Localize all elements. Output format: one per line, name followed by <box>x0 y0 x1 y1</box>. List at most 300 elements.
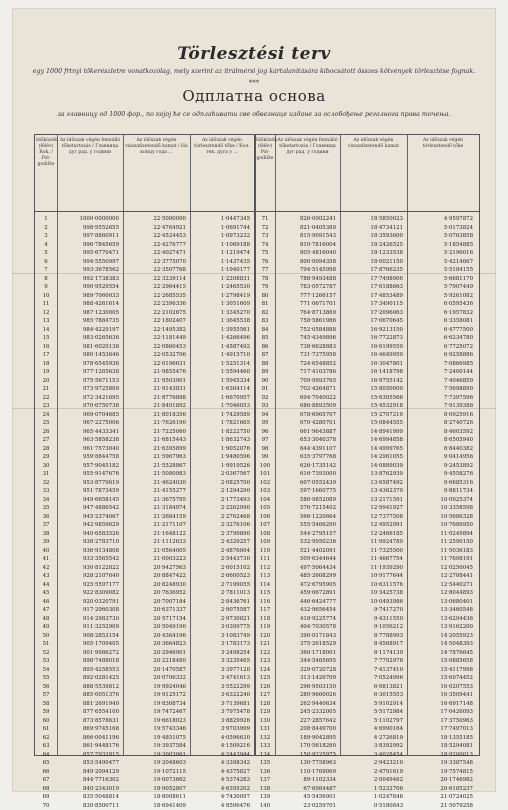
table-cell: 4·0596630 <box>192 734 250 743</box>
table-cell: 13·8762939 <box>342 470 403 479</box>
table-cell: 783·0572787 <box>277 283 336 292</box>
table-cell: 101 <box>256 470 274 479</box>
table-cell: 16·9755142 <box>342 377 403 386</box>
table-cell: 21·7225060 <box>125 428 186 437</box>
table-cell: 150·9225975 <box>277 751 336 760</box>
table-cell: 118 <box>256 615 274 624</box>
table-cell: 7 <box>36 266 56 275</box>
table-cell: 2·4791619 <box>342 768 403 777</box>
table-cell: 10·3425738 <box>342 589 403 598</box>
table-cell: 800·0094358 <box>277 258 336 267</box>
table-cell: 8 <box>36 275 56 284</box>
table-cell: 5·9102914 <box>342 700 403 709</box>
table-cell: 885·0051376 <box>59 691 119 700</box>
table-cell: 10·0925374 <box>409 496 473 505</box>
table-cell: 43 <box>36 572 56 581</box>
table-cell: 170·5618260 <box>277 742 336 751</box>
table-cell: 119 <box>256 623 274 632</box>
table-cell: 1·4587492 <box>192 343 250 352</box>
table-cell: 940·6583526 <box>59 530 119 539</box>
table-cell: 22·4524453 <box>125 232 186 241</box>
table-cell: 459·6672891 <box>277 589 336 598</box>
table-cell: 4·5374283 <box>192 776 250 785</box>
table-cell: 129 <box>256 708 274 717</box>
table-cell: 42 <box>36 564 56 573</box>
table-cell: 33 <box>36 487 56 496</box>
table-cell: 821·0405389 <box>277 224 336 233</box>
table-cell: 103 <box>256 487 274 496</box>
table-cell: 15·6974452 <box>409 674 473 683</box>
table-cell: 3·5522299 <box>192 683 250 692</box>
table-cell: 8·8440382 <box>409 445 473 454</box>
table-cell: 110·1769069 <box>277 768 336 777</box>
table-cell: 972·3421695 <box>59 394 119 403</box>
table-cell: 78 <box>256 275 274 284</box>
table-cell: 949·6658145 <box>59 496 119 505</box>
table-cell: 965·4433341 <box>59 428 119 437</box>
table-cell: 296·9503150 <box>277 683 336 692</box>
table-cell: 3·3977120 <box>192 666 250 675</box>
table-cell: 11·5036183 <box>409 547 473 556</box>
table-cell: 9·1056212 <box>342 623 403 632</box>
table-cell: 11·0249894 <box>409 530 473 539</box>
table-cell: 16·7722873 <box>342 334 403 343</box>
table-cell: 16·6199559 <box>342 343 403 352</box>
table-cell: 4 <box>36 241 56 250</box>
table-cell: 1·5594460 <box>192 368 250 377</box>
table-cell: 25 <box>36 419 56 428</box>
table-cell: 29 <box>36 453 56 462</box>
table-cell: 5·0763858 <box>409 232 473 241</box>
column-capital-2 <box>277 215 336 810</box>
table-cell: 132 <box>256 734 274 743</box>
table-cell: 5·1102797 <box>342 717 403 726</box>
subtitle-hungarian: egy 1000 frtnyi tőkerészletre vonatkozólag, mely szerint az ítrálmérsi jog kártalanítására kibocsátott összes kötvények törlesztése fognak. <box>20 68 488 75</box>
table-cell: 6·3358081 <box>409 317 473 326</box>
table-cell: 115 <box>256 589 274 598</box>
table-cell: 21·3675795 <box>125 496 186 505</box>
table-cell: 37 <box>36 521 56 530</box>
table-cell: 7·5698890 <box>409 385 473 394</box>
table-cell: 20·0706332 <box>125 674 186 683</box>
table-cell: 959·8844758 <box>59 453 119 462</box>
table-cell: 22·0860453 <box>125 343 186 352</box>
table-cell: 2 <box>36 224 56 233</box>
table-cell: 21·8018356 <box>125 411 186 420</box>
header-period-2: Időközök (félév) Pol- godište <box>256 138 274 162</box>
table-cell: 75 <box>256 249 274 258</box>
table-cell: 7·0866985 <box>409 360 473 369</box>
table-cell: 15·4532918 <box>342 402 403 411</box>
table-cell: 135 <box>256 759 274 768</box>
table-cell: 873·8578631 <box>59 717 119 726</box>
table-cell: 9·8811734 <box>409 487 473 496</box>
table-cell: 4·4375827 <box>192 768 250 777</box>
table-cell: 724·6548852 <box>277 360 336 369</box>
table-cell: 1·5945334 <box>192 377 250 386</box>
table-cell: 1·7429589 <box>192 411 250 420</box>
table-cell: 344·5465695 <box>277 657 336 666</box>
table-cell: 86 <box>256 343 274 352</box>
table-cell: 87 <box>256 351 274 360</box>
table-cell: 84 <box>256 326 274 335</box>
table-cell: 18·5850023 <box>342 215 403 224</box>
table-cell: 22·0532706 <box>125 351 186 360</box>
table-cell: 12 <box>36 309 56 318</box>
table-cell: 120 <box>256 632 274 641</box>
table-cell: 18·2426525 <box>342 241 403 250</box>
table-cell: 81 <box>256 300 274 309</box>
table-cell: 68 <box>36 785 56 794</box>
header-period: Időközök (félév) Rok. / Pol- godište <box>36 138 56 168</box>
table-cell: 130 <box>256 717 274 726</box>
table-cell: 53 <box>36 657 56 666</box>
table-cell: 99 <box>256 453 274 462</box>
table-cell: 22·2102675 <box>125 309 186 318</box>
table-cell: 107 <box>256 521 274 530</box>
table-cell: 98 <box>256 445 274 454</box>
table-cell: 8·1174139 <box>342 649 403 658</box>
table-cell: 18·4734121 <box>342 224 403 233</box>
table-cell: 13·0680401 <box>409 598 473 607</box>
table-cell: 990·9529554 <box>59 283 119 292</box>
table-cell: 908·2853154 <box>59 632 119 641</box>
table-cell: 104 <box>256 496 274 505</box>
table-cell: 82 <box>256 309 274 318</box>
table-cell: 702·4264871 <box>277 385 336 394</box>
table-cell: 686·8893509 <box>277 402 336 411</box>
table-cell: 12·2708441 <box>409 572 473 581</box>
table-cell: 137 <box>256 776 274 785</box>
table-cell: 102 <box>256 479 274 488</box>
table-cell: 20·2946901 <box>125 649 186 658</box>
table-cell: 111 <box>256 555 274 564</box>
table-cell: 74 <box>256 241 274 250</box>
subtitle-serbian: за главницу од 1000 фор., по којој ће се одплаћивати све обвезнице издане за ослобођење регалнога права точења. <box>20 111 488 118</box>
table-cell: 20·6185237 <box>409 785 473 794</box>
table-cell: 110 <box>256 547 274 556</box>
table-cell: 1·9480596 <box>192 453 250 462</box>
table-cell: 13·6294436 <box>409 615 473 624</box>
table-cell: 31 <box>36 470 56 479</box>
table-cell: 14·4999765 <box>342 445 403 454</box>
table-cell: 9 <box>36 283 56 292</box>
table-cell: 13·6587492 <box>342 479 403 488</box>
table-cell: 21·0003223 <box>125 555 186 564</box>
table-cell: 18·1233538 <box>342 249 403 258</box>
table-cell: 22·0196631 <box>125 360 186 369</box>
title-serbian: Одплатна основа <box>12 87 496 105</box>
table-cell: 8·0925916 <box>409 411 473 420</box>
table-cell: 22·1802407 <box>125 317 186 326</box>
table-cell: 17·2096063 <box>342 309 403 318</box>
table-cell: 139 <box>256 793 274 802</box>
table-cell: 136 <box>256 768 274 777</box>
table-cell: 360·1718001 <box>277 649 336 658</box>
table-cell: 2·0825700 <box>192 479 250 488</box>
table-cell: 21·4624030 <box>125 479 186 488</box>
table-cell: 65 <box>36 759 56 768</box>
table-cell: 2·4876004 <box>192 547 250 556</box>
table-cell: 5·7907449 <box>409 283 473 292</box>
table-cell: 15·6305566 <box>342 394 403 403</box>
table-cell: 3·4741613 <box>192 674 250 683</box>
table-cell: 857·7932815 <box>59 751 119 760</box>
table-cell: 66 <box>36 768 56 777</box>
table-cell: 905·1709405 <box>59 640 119 649</box>
table-cell: 1·4915710 <box>192 351 250 360</box>
table-cell: 1·1940177 <box>192 266 250 275</box>
table-cell: 127 <box>256 691 274 700</box>
table-cell: 2·6600523 <box>192 572 250 581</box>
table-cell: 5·5172984 <box>342 708 403 717</box>
table-cell: 51 <box>36 640 56 649</box>
table-cell: 18·9052807 <box>125 785 186 794</box>
table-cell: 22 <box>36 394 56 403</box>
table-cell: 73 <box>256 232 274 241</box>
table-cell: 12·2466185 <box>342 530 403 539</box>
table-cell: 992·1738383 <box>59 275 119 284</box>
table-cell: 21·3184974 <box>125 504 186 513</box>
table-cell: 9·2453892 <box>409 462 473 471</box>
table-cell: 892·0281425 <box>59 674 119 683</box>
table-cell: 1·8222750 <box>192 428 250 437</box>
table-cell: 738·6628883 <box>277 343 336 352</box>
table-cell: 917·2060308 <box>59 606 119 615</box>
table-cell: 2·1773493 <box>192 496 250 505</box>
table-cell: 138 <box>256 785 274 794</box>
table-cell: 140 <box>256 802 274 810</box>
table-cell: 3·7139681 <box>192 700 250 709</box>
table-cell: 12·0256045 <box>409 564 473 573</box>
table-cell: 9·4311550 <box>342 615 403 624</box>
table-cell: 975·5671153 <box>59 377 119 386</box>
table-cell: 2·1294290 <box>192 487 250 496</box>
header-interest-2: Az időszak végén visszafizetendő kamat <box>342 138 405 150</box>
table-cell: 947·4886542 <box>59 504 119 513</box>
table-cell: 67 <box>36 776 56 785</box>
table-cell: 58 <box>36 700 56 709</box>
table-cell: 4·7430097 <box>192 793 250 802</box>
table-cell: 446·6424777 <box>277 598 336 607</box>
table-cell: 60 <box>36 717 56 726</box>
table-cell: 928·2107640 <box>59 572 119 581</box>
table-cell: 3·1083749 <box>192 632 250 641</box>
table-cell: 20·6371337 <box>125 606 186 615</box>
table-cell: 28 <box>36 445 56 454</box>
table-cell: 1·0247846 <box>342 793 403 802</box>
table-cell: 15·0885658 <box>409 657 473 666</box>
table-cell: 1·4266496 <box>192 334 250 343</box>
table-cell: 19·7574815 <box>409 768 473 777</box>
table-cell: 709·9993765 <box>277 377 336 386</box>
header-capital-2: Az időszak végén fennálló tőketartozás / Главница дуг рад. у години <box>277 138 338 156</box>
table-cell: 849·2094129 <box>59 768 119 777</box>
table-cell: 3·2498254 <box>192 649 250 658</box>
table-cell: 6·1957832 <box>409 309 473 318</box>
table-cell: 18·5294081 <box>409 742 473 751</box>
table-cell: 13·4362379 <box>342 487 403 496</box>
table-cell: 16·3509441 <box>409 691 473 700</box>
table-cell: 635·3797768 <box>277 453 336 462</box>
table-cell: 11·4667754 <box>342 555 403 564</box>
table-cell: 830·8500711 <box>59 802 119 810</box>
table-cell: 18·8008611 <box>125 793 186 802</box>
table-cell: 19·3387548 <box>409 759 473 768</box>
table-cell: 16·3047801 <box>342 360 403 369</box>
table-cell: 18·0021150 <box>342 258 403 267</box>
table-cell: 20·3664823 <box>125 640 186 649</box>
table-cell: 19·9924046 <box>125 683 186 692</box>
table-cell: 17·7497013 <box>409 725 473 734</box>
table-cell: 20·8248930 <box>125 581 186 590</box>
table-cell: 888·5539812 <box>59 683 119 692</box>
table-cell: 597·1660775 <box>277 487 336 496</box>
table-cell: 134 <box>256 751 274 760</box>
table-cell: 59 <box>36 708 56 717</box>
table-cell: 2·7199055 <box>192 581 250 590</box>
table-cell: 8·2740726 <box>409 419 473 428</box>
table-cell: 1·0691744 <box>192 224 250 233</box>
table-cell: 15 <box>36 334 56 343</box>
table-cell: 32 <box>36 479 56 488</box>
table-cell: 5·2196016 <box>409 249 473 258</box>
table-cell: 19·5743346 <box>125 725 186 734</box>
table-cell: 898·7488018 <box>59 657 119 666</box>
table-cell: 901·9986272 <box>59 649 119 658</box>
table-cell: 3·9703999 <box>192 725 250 734</box>
table-cell: 576·7215402 <box>277 504 336 513</box>
table-cell: 23 <box>36 402 56 411</box>
table-cell: 54 <box>36 666 56 675</box>
table-cell: 3·8392992 <box>342 742 403 751</box>
table-cell: 973·9725809 <box>59 385 119 394</box>
table-cell: 55 <box>36 674 56 683</box>
table-cell: 3·1783173 <box>192 640 250 649</box>
table-cell: 20 <box>36 377 56 386</box>
table-cell: 2·3799890 <box>192 530 250 539</box>
table-cell: 694·7040022 <box>277 394 336 403</box>
table-cell: 861·9448176 <box>59 742 119 751</box>
table-cell: 17·8766235 <box>342 266 403 275</box>
table-cell: 329·0720728 <box>277 666 336 675</box>
table-cell: 208·8449700 <box>277 725 336 734</box>
table-cell: 17·3490115 <box>342 300 403 309</box>
table-cell: 1·9919526 <box>192 462 250 471</box>
table-cell: 616·7393000 <box>277 470 336 479</box>
table-cell: 15·8050009 <box>342 385 403 394</box>
table-cell: 10·5686328 <box>409 513 473 522</box>
table-cell: 11·9924789 <box>342 538 403 547</box>
table-cell: 26 <box>36 428 56 437</box>
table-cell: 123 <box>256 657 274 666</box>
table-cell: 16·9213150 <box>342 326 403 335</box>
table-cell: 41 <box>36 555 56 564</box>
table-cell: 717·4103786 <box>277 368 336 377</box>
table-cell: 22·3775070 <box>125 258 186 267</box>
table-cell: 21·5528867 <box>125 462 186 471</box>
table-cell: 14 <box>36 326 56 335</box>
table-cell: 23·0259701 <box>277 802 336 810</box>
table-cell: 6·0595436 <box>409 300 473 309</box>
table-cell: 61 <box>36 725 56 734</box>
table-cell: 18·6941409 <box>125 802 186 810</box>
table-cell: 56 <box>36 683 56 692</box>
table-cell: 626·1735142 <box>277 462 336 471</box>
table-cell: 957·9045182 <box>59 462 119 471</box>
table-cell: 544·2795157 <box>277 530 336 539</box>
table-cell: 914·2983730 <box>59 615 119 624</box>
table-cell: 6·7725072 <box>409 343 473 352</box>
table-cell: 10 <box>36 292 56 301</box>
table-cell: 942·9859629 <box>59 521 119 530</box>
table-cell: 88 <box>256 360 274 369</box>
table-cell: 21·5967963 <box>125 453 186 462</box>
table-cell: 22·1495382 <box>125 326 186 335</box>
title-hungarian: Törlesztési terv <box>12 44 496 64</box>
table-cell: 280·9660026 <box>277 691 336 700</box>
table-cell: 22·4764921 <box>125 224 186 233</box>
table-cell: 980·1453646 <box>59 351 119 360</box>
table-cell: 2·7811013 <box>192 589 250 598</box>
table-cell: 11·7325500 <box>342 547 403 556</box>
table-cell: 21·0564005 <box>125 547 186 556</box>
table-cell: 22·2685535 <box>125 292 186 301</box>
table-cell: 19 <box>36 368 56 377</box>
table-cell: 95 <box>256 419 274 428</box>
table-cell: 895·4258553 <box>59 666 119 675</box>
table-cell: 607·0552439 <box>277 479 336 488</box>
table-cell: 14·6994858 <box>342 436 403 445</box>
table-cell: 969·0704685 <box>59 411 119 420</box>
table-cell: 15·4117998 <box>409 666 473 675</box>
table-cell: 19·1072115 <box>125 768 186 777</box>
table-cell: 20·5049190 <box>125 623 186 632</box>
table-cell: 245·2332005 <box>277 708 336 717</box>
table-cell: 2·9730821 <box>192 615 250 624</box>
table-cell: 14·2961055 <box>342 453 403 462</box>
table-cell: 14·7876645 <box>409 649 473 658</box>
table-cell: 21·0724025 <box>409 793 473 802</box>
table-cell: 985·7884735 <box>59 317 119 326</box>
table-cell: 15·0844555 <box>342 419 403 428</box>
table-cell: 11·2590150 <box>409 538 473 547</box>
table-cell: 11 <box>36 300 56 309</box>
table-cell: 20·5717154 <box>125 615 186 624</box>
table-cell: 1·8632743 <box>192 436 250 445</box>
table-cell: 731·7375958 <box>277 351 336 360</box>
table-cell: 21·2684159 <box>125 513 186 522</box>
table-cell: 10·9177644 <box>342 572 403 581</box>
table-cell: 7·9139388 <box>409 402 473 411</box>
table-cell: 2·2762468 <box>192 513 250 522</box>
table-cell: 8·4603592 <box>409 428 473 437</box>
table-cell: 109 <box>256 538 274 547</box>
table-cell: 21·9143831 <box>125 385 186 394</box>
table-cell: 5·1854885 <box>409 241 473 250</box>
table-cell: 13 <box>36 317 56 326</box>
table-cell: 69 <box>36 793 56 802</box>
table-cell: 16·4649959 <box>342 351 403 360</box>
table-cell: 20·9427563 <box>125 564 186 573</box>
table-cell: 12·9941927 <box>342 504 403 513</box>
table-cell: 2·6015102 <box>192 564 250 573</box>
table-cell: 485·2608299 <box>277 572 336 581</box>
table-cell: 22·2964415 <box>125 283 186 292</box>
table-cell: 3·4028454 <box>342 751 403 760</box>
table-cell: 497·5064434 <box>277 564 336 573</box>
table-cell: 5·9261082 <box>409 292 473 301</box>
